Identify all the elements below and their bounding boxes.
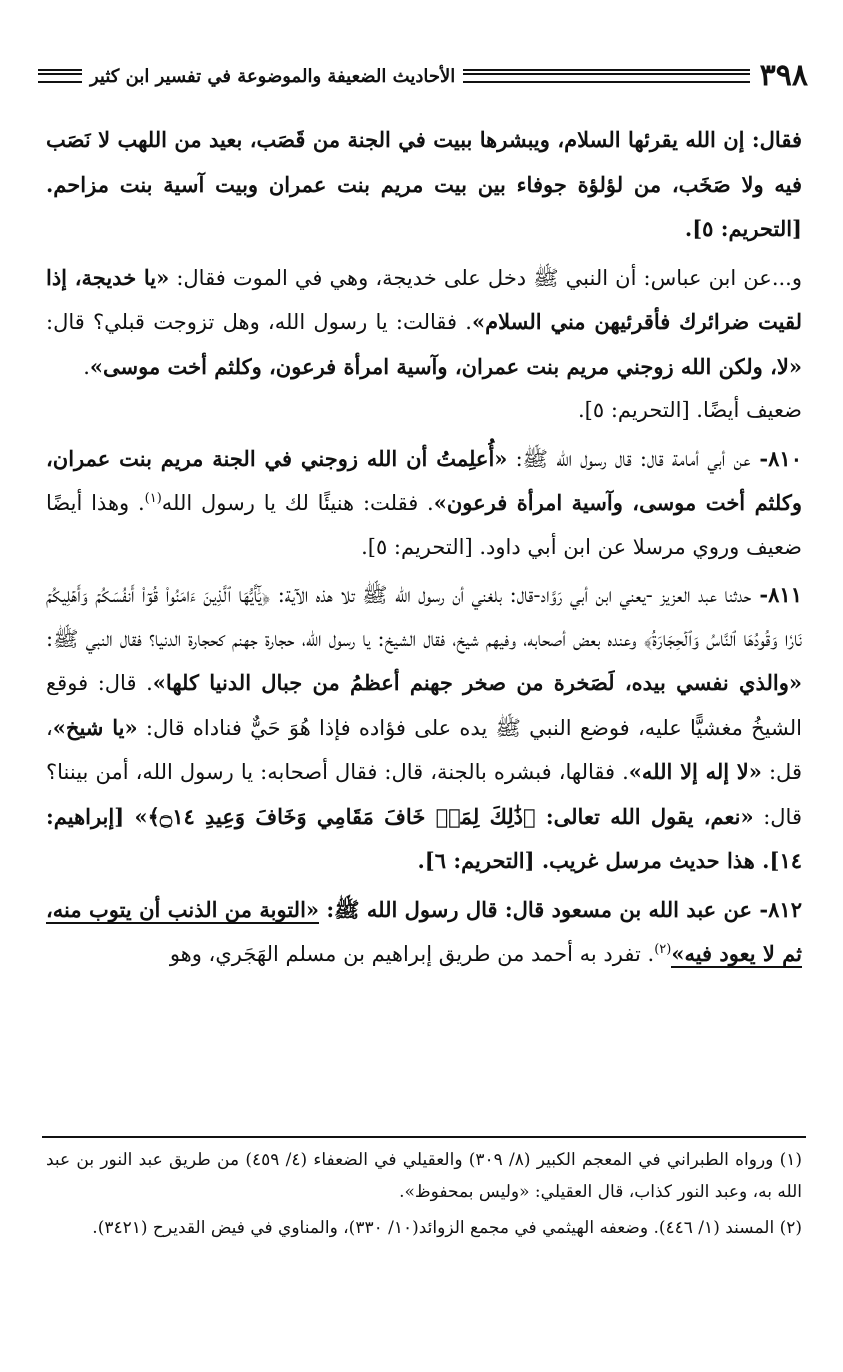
- book-title: الأحاديث الضعيفة والموضوعة في تفسير ابن كثير: [90, 65, 456, 87]
- hadith-intro: ٨١٢- عن عبد الله بن مسعود قال: قال رسول الله ﷺ:: [319, 896, 802, 922]
- narration-text: . فقالها، فبشره بالجنة، قال: فقال أصحابه: يا رسول الله، أمن بيننا؟ قال:: [46, 760, 802, 829]
- narration-text: . قال: فوقع الشيخُ مغشيًّا عليه، فوضع النبي ﷺ يده على فؤاده فإذا هُوَ حَيٌّ فناداه قال:: [46, 671, 803, 740]
- footnote-1: (١) ورواه الطبراني في المعجم الكبير (٨/ ٣٠٩) والعقيلي في الضعفاء (٤/ ٤٥٩) من طريق عبد النور بن عبد الله به، وعبد النور كذاب، قال العقيلي: «وليس بمحفوظ».: [46, 1150, 803, 1202]
- header-rule-middle: [463, 69, 707, 83]
- hadith-quote: «لا، ولكن الله زوجني مريم بنت عمران، وآسية امرأة فرعون، وكلثم أخت موسى»: [89, 353, 802, 379]
- footnote-divider: [42, 1136, 806, 1138]
- narration-text: .: [83, 354, 90, 379]
- hadith-quote: «نعم، يقول الله تعالى: ﴿ذَٰلِكَ لِمَنۡ خَافَ مَقَامِي وَخَافَ وَعِيدِ ۝١٤﴾»: [134, 803, 754, 829]
- footnote-ref[interactable]: (٢): [654, 942, 672, 957]
- grading-text: ضعيف أيضًا. [التحريم: ٥].: [578, 398, 802, 422]
- narration-text: ، قل:: [46, 715, 803, 784]
- narration-text: وعنده بعض أصحابه، وفيهم شيخ، فقال الشيخ: يا رسول الله، حجارة جهنم كحجارة الدنيا؟ فقال النبي ﷺ:: [46, 626, 644, 651]
- hadith-812: [46, 888, 802, 977]
- narration-text: . تفرد به أحمد من طريق إبراهيم بن مسلم الهَجَري، وهو: [169, 942, 655, 966]
- hadith-811: [46, 573, 802, 884]
- page-number: ٣٩٨: [759, 58, 808, 93]
- hadith-quote: «لا إله إلا الله»: [628, 759, 762, 784]
- header-rule-right: [708, 69, 750, 83]
- paragraph: [46, 389, 802, 433]
- hadith-810: [46, 437, 802, 570]
- hadith-quote: «التوبة من الذنب أن يتوب منه، ثم لا يعود فيه»: [46, 896, 802, 966]
- grading-text: [إبراهيم: ١٤]. هذا حديث مرسل غريب. [التحريم: ٦].: [46, 803, 802, 873]
- hadith-number: ٨١٠-: [750, 445, 802, 471]
- footnotes: [46, 1144, 802, 1248]
- header-rule-left: [38, 69, 82, 83]
- paragraph: [46, 256, 802, 390]
- hadith-number: ٨١١-: [751, 582, 802, 607]
- narration-intro: و...عن ابن عباس: أن النبي ﷺ دخل على خديجة، وهي في الموت فقال:: [169, 265, 802, 290]
- narration-text: . فقالت: يا رسول الله، وهل تزوجت قبلي؟ قال:: [46, 310, 472, 334]
- quran-verse: ﴿يَٰٓأَيُّهَا ٱلَّذِينَ ءَامَنُواْ قُوٓاْ أَنفُسَكُمۡ وَأَهۡلِيكُمۡ نَارٗا وَقُودُهَا ٱلنَّاسُ وَٱلۡحِجَارَةُ﴾: [46, 583, 803, 651]
- footnote-ref[interactable]: (١): [144, 491, 162, 506]
- main-text: [46, 118, 802, 977]
- paragraph: [46, 118, 802, 252]
- narration-text: . فقلت: هنيئًا لك يا رسول الله: [161, 491, 434, 515]
- hadith-quote: «والذي نفسي بيده، لَصَخرة من صخر جهنم أعظمُ من جبال الدنيا كلها»: [152, 670, 802, 695]
- hadith-quote: «يا شيخ»: [52, 714, 138, 740]
- hadith-quote: «يا خديجة، إذا لقيت ضرائرك فأقرئيهن مني السلام»: [46, 264, 802, 334]
- running-header: [38, 58, 808, 94]
- paragraph-text: فقال: إن الله يقرئها السلام، ويبشرها ببيت في الجنة من قَصَب، بعيد من اللهب لا نَصَب فيه ولا صَخَب، من لؤلؤة جوفاء بين بيت مريم بنت عمران وبيت آسية بنت مزاحم. [التحريم: ٥].: [46, 127, 802, 241]
- narration-text: . وهذا أيضًا ضعيف وروي مرسلا عن ابن أبي داود. [التحريم: ٥].: [46, 491, 802, 559]
- narration-intro: عن أبي أمامة قال: قال رسول الله ﷺ:: [507, 446, 751, 471]
- footnote-2: (٢) المسند (١/ ٤٤٦). وضعفه الهيثمي في مجمع الزوائد(١٠/ ٣٣٠)، والمناوي في فيض القديرح (٣٤٢١).: [92, 1218, 802, 1238]
- narration-text: حدثنا عبد العزيز -يعني ابن أبي رَوَّاد-قال: بلغني أن رسول الله ﷺ تلا هذه الآية:: [270, 583, 752, 607]
- hadith-quote: «أُعلِمتُ أن الله زوجني في الجنة مريم بنت عمران، وكلثم أخت موسى، وآسية امرأة فرعون»: [46, 445, 802, 515]
